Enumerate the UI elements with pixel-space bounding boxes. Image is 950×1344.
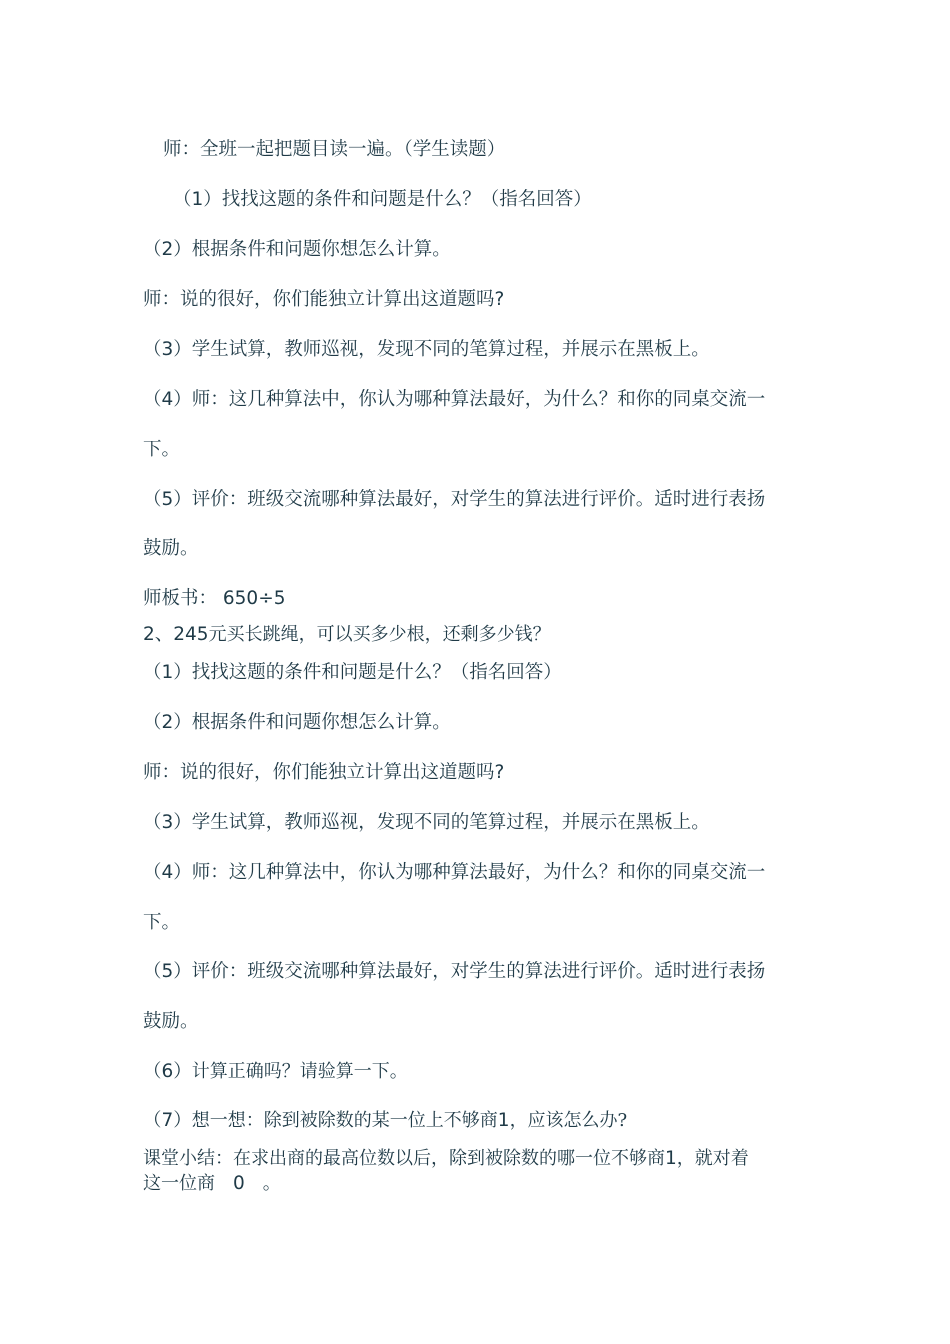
line-text: 鼓励。 [143, 1011, 199, 1032]
text-line-13 [143, 711, 451, 735]
problem-number: 2、245 [143, 624, 209, 645]
text-line-19 [143, 1010, 199, 1034]
line-text: 下。 [143, 439, 181, 460]
step-number: （7） [143, 1110, 192, 1131]
line-text: （4）师：这几种算法中，你认为哪种算法最好，为什么？和你的同桌交流一 [143, 389, 766, 410]
text-line-3 [143, 238, 451, 262]
text-line-4 [143, 288, 504, 312]
line-text: （1）找找这题的条件和问题是什么？（指名回答） [143, 662, 562, 683]
digit-one: 1 [665, 1148, 677, 1169]
text-line-14 [143, 761, 504, 785]
summary-period: 。 [262, 1173, 281, 1194]
summary-line-1 [143, 1147, 749, 1171]
line-text: 师：说的很好，你们能独立计算出这道题吗? [143, 762, 505, 783]
line-text: （3）学生试算，教师巡视，发现不同的笔算过程，并展示在黑板上。 [143, 339, 710, 360]
line-text: （2）根据条件和问题你想怎么计算。 [143, 712, 451, 733]
text-line-15 [143, 811, 710, 835]
text-line-8 [143, 488, 765, 512]
step-number: （6） [143, 1061, 192, 1082]
line-text: （3）学生试算，教师巡视，发现不同的笔算过程，并展示在黑板上。 [143, 812, 710, 833]
step-7-line [143, 1109, 627, 1133]
text-line-7 [143, 438, 180, 462]
problem-2-line [143, 623, 551, 647]
text-line-6 [143, 388, 765, 412]
step-text: 计算正确吗？请验算一下。 [191, 1061, 408, 1082]
line-text: （4）师：这几种算法中，你认为哪种算法最好，为什么？和你的同桌交流一 [143, 862, 766, 883]
summary-text: 课堂小结：在求出商的最高位数以后，除到被除数的哪一位不够商 [143, 1148, 665, 1169]
line-text: 师板书： 650÷5 [143, 588, 286, 609]
line-text: （5）评价：班级交流哪种算法最好，对学生的算法进行评价。适时进行表扬 [143, 961, 766, 982]
board-writing-line [143, 587, 285, 611]
text-line-5 [143, 338, 710, 362]
text-line-1 [163, 138, 505, 162]
digit-one: 1 [497, 1110, 510, 1131]
text-line-2 [173, 188, 592, 212]
text-line-17 [143, 911, 180, 935]
step-6-line [143, 1060, 408, 1084]
line-text: （2）根据条件和问题你想怎么计算。 [143, 239, 451, 260]
summary-text-end: ，就对着 [676, 1148, 749, 1169]
line-text: 师：全班一起把题目读一遍。（学生读题） [163, 139, 506, 160]
summary-line-2 [143, 1172, 281, 1196]
step-text-end: ，应该怎么办? [509, 1110, 628, 1131]
text-line-16 [143, 861, 765, 885]
line-text: （5）评价：班级交流哪种算法最好，对学生的算法进行评价。适时进行表扬 [143, 489, 766, 510]
text-line-12 [143, 661, 562, 685]
text-line-18 [143, 960, 765, 984]
line-text: 下。 [143, 912, 181, 933]
line-text: 鼓励。 [143, 538, 199, 559]
line-text: （1）找找这题的条件和问题是什么？（指名回答） [173, 189, 592, 210]
digit-zero: 0 [233, 1173, 245, 1194]
problem-text: 元买长跳绳，可以买多少根，还剩多少钱？ [208, 624, 551, 645]
step-text: 想一想：除到被除数的某一位上不够商 [191, 1110, 498, 1131]
line-text: 师：说的很好，你们能独立计算出这道题吗? [143, 289, 505, 310]
text-line-9 [143, 537, 199, 561]
summary-text: 这一位商 [143, 1173, 215, 1194]
